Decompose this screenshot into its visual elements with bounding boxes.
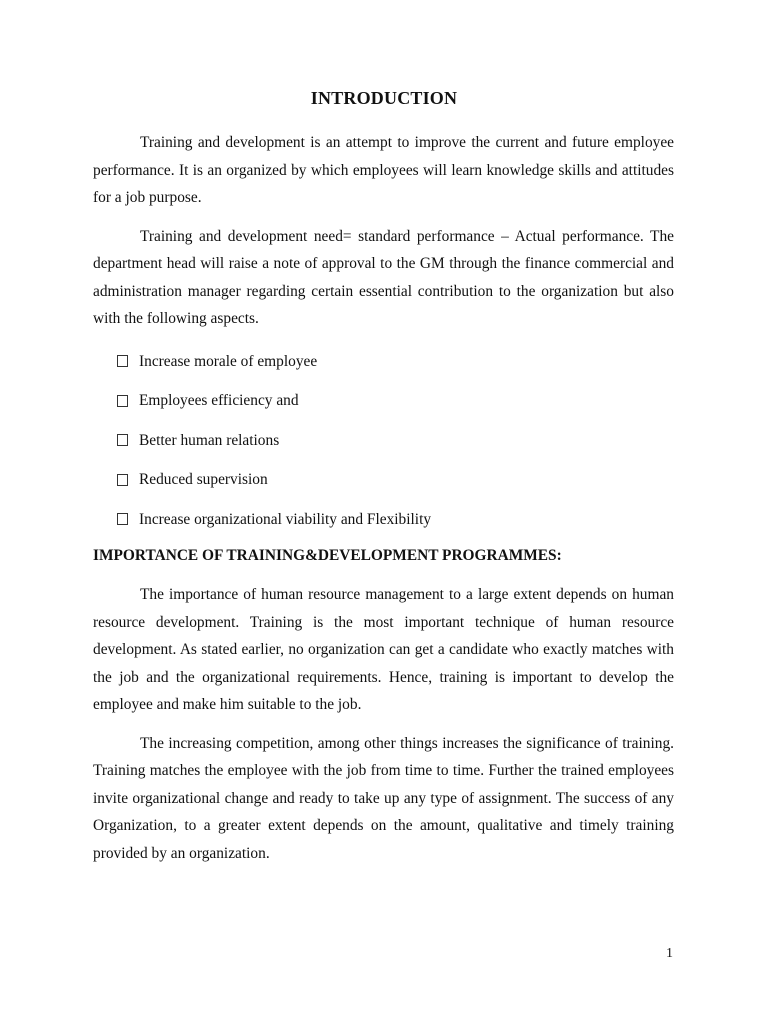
checkbox-square-icon xyxy=(117,513,128,525)
importance-paragraph-1: The importance of human resource management to a large extent depends on human resource development. Training is the most important technique of human resource development. As stated earlier, no organization can get a candidate who exactly matches with the job and the organizational requirements. Hence, training is important to develop the employee and make him suitable to the job. xyxy=(93,586,674,713)
list-item-label: Employees efficiency and xyxy=(139,392,299,409)
checkbox-square-icon xyxy=(117,474,128,486)
section-heading: IMPORTANCE OF TRAINING&DEVELOPMENT PROGRAMMES: xyxy=(93,547,562,564)
importance-paragraph-2: The increasing competition, among other things increases the significance of training. Training matches the employee with the job from time to time. Further the trained employees invite organizational change and ready to take up any type of assignment. The success of any Organization, to a greater extent depends on the amount, qualitative and timely training provided by an organization. xyxy=(93,734,674,862)
checkbox-square-icon xyxy=(117,355,128,367)
aspects-list xyxy=(93,342,674,540)
list-item xyxy=(93,421,674,461)
list-item-label: Reduced supervision xyxy=(139,471,268,488)
page-number: 1 xyxy=(666,946,673,961)
list-item xyxy=(93,342,674,382)
checkbox-square-icon xyxy=(117,434,128,446)
intro-paragraph-2: Training and development need= standard performance – Actual performance. The department head will raise a note of approval to the GM through the finance commercial and administration manager regarding certain essential contribution to the organization but also with the following aspects. xyxy=(93,227,674,327)
list-item-label: Better human relations xyxy=(139,431,280,449)
list-item-label: Increase morale of employee xyxy=(139,352,318,370)
list-item xyxy=(93,460,674,500)
list-item-label: Increase organizational viability and Flexibility xyxy=(139,510,432,528)
list-item xyxy=(93,500,674,540)
page-title: INTRODUCTION xyxy=(310,88,458,108)
intro-paragraph-1: Training and development is an attempt to improve the current and future employee performance. It is an organized by which employees will learn knowledge skills and attitudes for a job purpose. xyxy=(93,134,674,206)
list-item xyxy=(93,381,674,421)
document-body xyxy=(93,129,674,867)
checkbox-square-icon xyxy=(117,395,128,407)
